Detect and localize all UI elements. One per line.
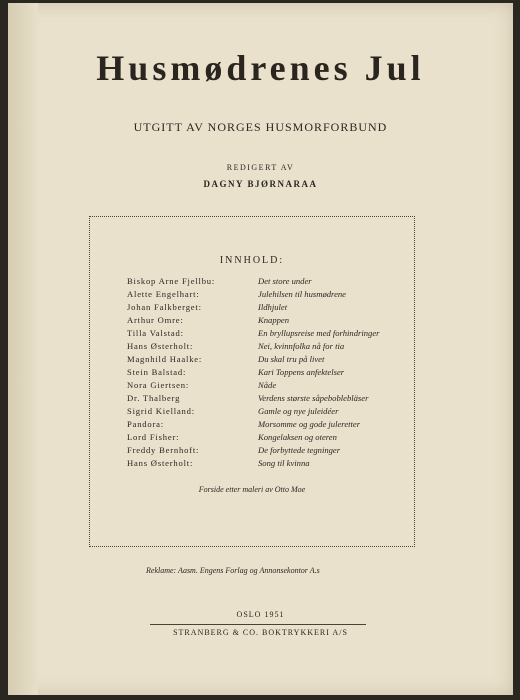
list-item: [90, 458, 414, 471]
entry-title: Nei, kvinnfolka nå for tia: [258, 341, 345, 351]
entry-title: Nåde: [258, 380, 277, 390]
entry-author: Freddy Bernhoft:: [127, 445, 200, 455]
list-item: [90, 289, 414, 302]
entry-title: Julehilsen til husmødrene: [258, 289, 346, 299]
list-item: [90, 302, 414, 315]
printer-credit: STRANBERG & CO. BOKTRYKKERI A/S: [173, 628, 348, 637]
entry-author: Dr. Thalberg: [127, 393, 181, 403]
list-item: [90, 406, 414, 419]
entry-title: Knappen: [258, 315, 290, 325]
editor-label: REDIGERT AV: [226, 163, 295, 172]
entry-author: Alette Engelhart:: [127, 289, 200, 299]
book-page: [8, 3, 513, 695]
entry-author: Hans Østerholt:: [127, 341, 194, 351]
entry-author: Biskop Arne Fjellbu:: [127, 276, 216, 286]
contents-box: [89, 216, 415, 547]
entry-title: Verdens største såpeboblebläser: [258, 393, 369, 403]
entry-author: Pandora:: [127, 419, 164, 429]
list-item: [90, 393, 414, 406]
entry-title: De forbyttede tegninger: [258, 445, 341, 455]
cover-credit: Forside etter maleri av Otto Moe: [198, 485, 306, 494]
divider: [150, 624, 366, 625]
page-title: Husmødrenes Jul: [96, 48, 425, 88]
entry-title: Kari Toppens anfektelser: [258, 367, 345, 377]
entry-title: Du skal tru på livet: [258, 354, 325, 364]
entry-title: Gamle og nye juleidéer: [258, 406, 339, 416]
list-item: [90, 276, 414, 289]
entry-title: Song til kvinna: [258, 458, 310, 468]
entry-title: Det store under: [258, 276, 312, 286]
list-item: [90, 432, 414, 445]
list-item: [90, 380, 414, 393]
entry-title: Ildhjulet: [258, 302, 288, 312]
advertising-credit: Reklame: Aasm. Engens Forlag og Annonsekontor A.s: [146, 566, 320, 575]
entry-author: Stein Balstad:: [127, 367, 187, 377]
entry-author: Lord Fisher:: [127, 432, 180, 442]
entry-author: Johan Falkberget:: [127, 302, 202, 312]
place-year: OSLO 1951: [236, 610, 285, 619]
contents-heading: INNHOLD:: [219, 255, 285, 266]
entry-title: Kongelaksen og oteren: [258, 432, 337, 442]
list-item: [90, 315, 414, 328]
entry-author: Arthur Omre:: [127, 315, 184, 325]
list-item: [90, 419, 414, 432]
entry-author: Magnhild Haalke:: [127, 354, 203, 364]
entry-author: Tilla Valstad:: [127, 328, 184, 338]
editor-name: DAGNY BJØRNARAA: [203, 179, 318, 189]
list-item: [90, 354, 414, 367]
publisher-line: UTGITT AV NORGES HUSMORFORBUND: [133, 120, 388, 134]
entry-title: Morsomme og gode juleretter: [258, 419, 361, 429]
list-item: [90, 445, 414, 458]
page-spine: [8, 3, 38, 695]
list-item: [90, 367, 414, 380]
entry-author: Nora Giertsen:: [127, 380, 190, 390]
contents-list: [90, 276, 414, 471]
entry-author: Sigrid Kielland:: [127, 406, 195, 416]
entry-author: Hans Østerholt:: [127, 458, 194, 468]
list-item: [90, 328, 414, 341]
list-item: [90, 341, 414, 354]
entry-title: En bryllupsreise med forhindringer: [258, 328, 380, 338]
